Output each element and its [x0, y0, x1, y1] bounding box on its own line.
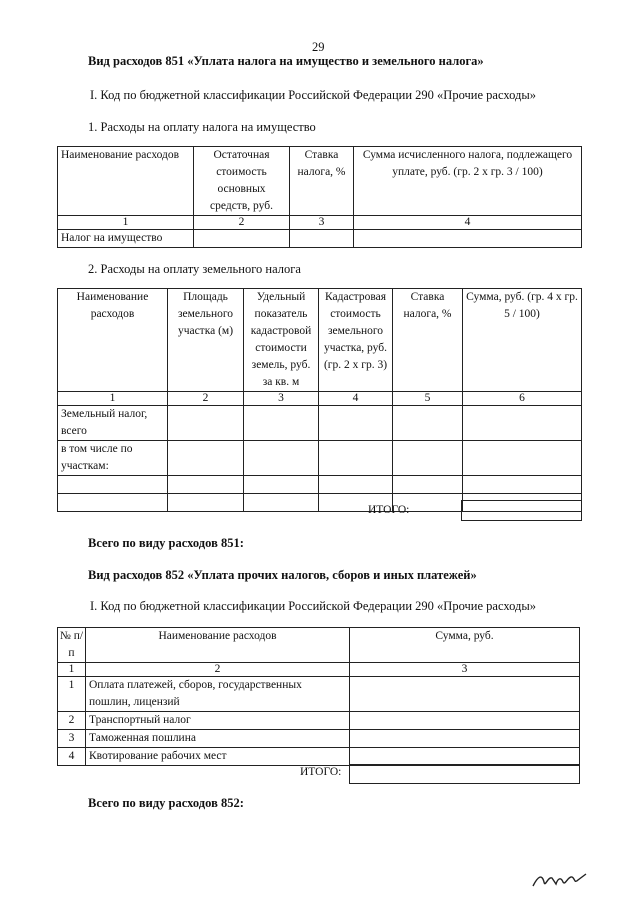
other-total-cell — [349, 764, 580, 784]
header-cell: Сумма, руб. — [350, 628, 580, 663]
row-number: 3 — [58, 730, 86, 748]
table-row — [58, 441, 582, 476]
column-number: 6 — [463, 392, 582, 406]
header-cell: № п/п — [58, 628, 86, 663]
subsection-property-tax: 1. Расходы на оплату налога на имущество — [88, 120, 316, 134]
other-total-label: ИТОГО: — [300, 766, 342, 778]
code-line-852: I. Код по бюджетной классификации Российской Федерации 290 «Прочие расходы» — [90, 599, 537, 613]
header-cell: Кадастровая стоимость земельного участка, руб. (гр. 2 х гр. 3) — [319, 289, 393, 392]
row-number: 4 — [58, 748, 86, 766]
table-row — [58, 748, 580, 766]
header-cell: Ставка налога, % — [393, 289, 463, 392]
empty-cell — [354, 230, 582, 248]
land-total-cell — [461, 500, 582, 521]
row-label: Таможенная пошлина — [86, 730, 350, 748]
table-row — [58, 230, 582, 248]
column-number: 1 — [58, 392, 168, 406]
column-number: 1 — [58, 216, 194, 230]
column-number: 5 — [393, 392, 463, 406]
row-number: 2 — [58, 712, 86, 730]
header-cell: Остаточная стоимость основных средств, руб. — [194, 147, 290, 216]
column-number: 4 — [354, 216, 582, 230]
row-number: 1 — [58, 677, 86, 712]
property-tax-table — [57, 146, 582, 248]
row-label: в том числе по участкам: — [58, 441, 168, 476]
land-tax-table — [57, 288, 582, 512]
header-cell: Сумма, руб. (гр. 4 х гр. 5 / 100) — [463, 289, 582, 392]
signature — [530, 868, 590, 892]
table-row — [58, 730, 580, 748]
row-label: Квотирование рабочих мест — [86, 748, 350, 766]
row-label: Земельный налог, всего — [58, 406, 168, 441]
page-number: 29 — [312, 40, 325, 54]
header-cell: Наименование расходов — [86, 628, 350, 663]
table-row — [58, 712, 580, 730]
row-label: Налог на имущество — [58, 230, 194, 248]
header-cell: Ставка налога, % — [290, 147, 354, 216]
code-line-851: I. Код по бюджетной классификации Российской Федерации 290 «Прочие расходы» — [90, 88, 537, 102]
column-number: 1 — [58, 663, 86, 677]
total-851: Всего по виду расходов 851: — [88, 536, 244, 550]
header-cell: Удельный показатель кадастровой стоимости земель, руб. за кв. м — [244, 289, 319, 392]
table-row — [58, 406, 582, 441]
subsection-land-tax: 2. Расходы на оплату земельного налога — [88, 262, 301, 276]
section-852-title: Вид расходов 852 «Уплата прочих налогов, сборов и иных платежей» — [88, 568, 477, 582]
empty-cell — [194, 230, 290, 248]
section-851-title: Вид расходов 851 «Уплата налога на имущество и земельного налога» — [88, 54, 484, 68]
column-number: 2 — [86, 663, 350, 677]
total-852: Всего по виду расходов 852: — [88, 796, 244, 810]
other-taxes-table — [57, 627, 580, 766]
table-row — [58, 476, 582, 494]
header-cell: Наименование расходов — [58, 147, 194, 216]
column-number: 2 — [194, 216, 290, 230]
column-number: 3 — [244, 392, 319, 406]
column-number: 4 — [319, 392, 393, 406]
column-number: 2 — [168, 392, 244, 406]
header-cell: Наименование расходов — [58, 289, 168, 392]
row-label: Оплата платежей, сборов, государственных пошлин, лицензий — [86, 677, 350, 712]
header-cell: Площадь земельного участка (м) — [168, 289, 244, 392]
column-number: 3 — [290, 216, 354, 230]
land-total-label: ИТОГО: — [368, 504, 410, 516]
table-row — [58, 677, 580, 712]
column-number: 3 — [350, 663, 580, 677]
row-label: Транспортный налог — [86, 712, 350, 730]
header-cell: Сумма исчисленного налога, подлежащего уплате, руб. (гр. 2 х гр. 3 / 100) — [354, 147, 582, 216]
empty-cell — [290, 230, 354, 248]
